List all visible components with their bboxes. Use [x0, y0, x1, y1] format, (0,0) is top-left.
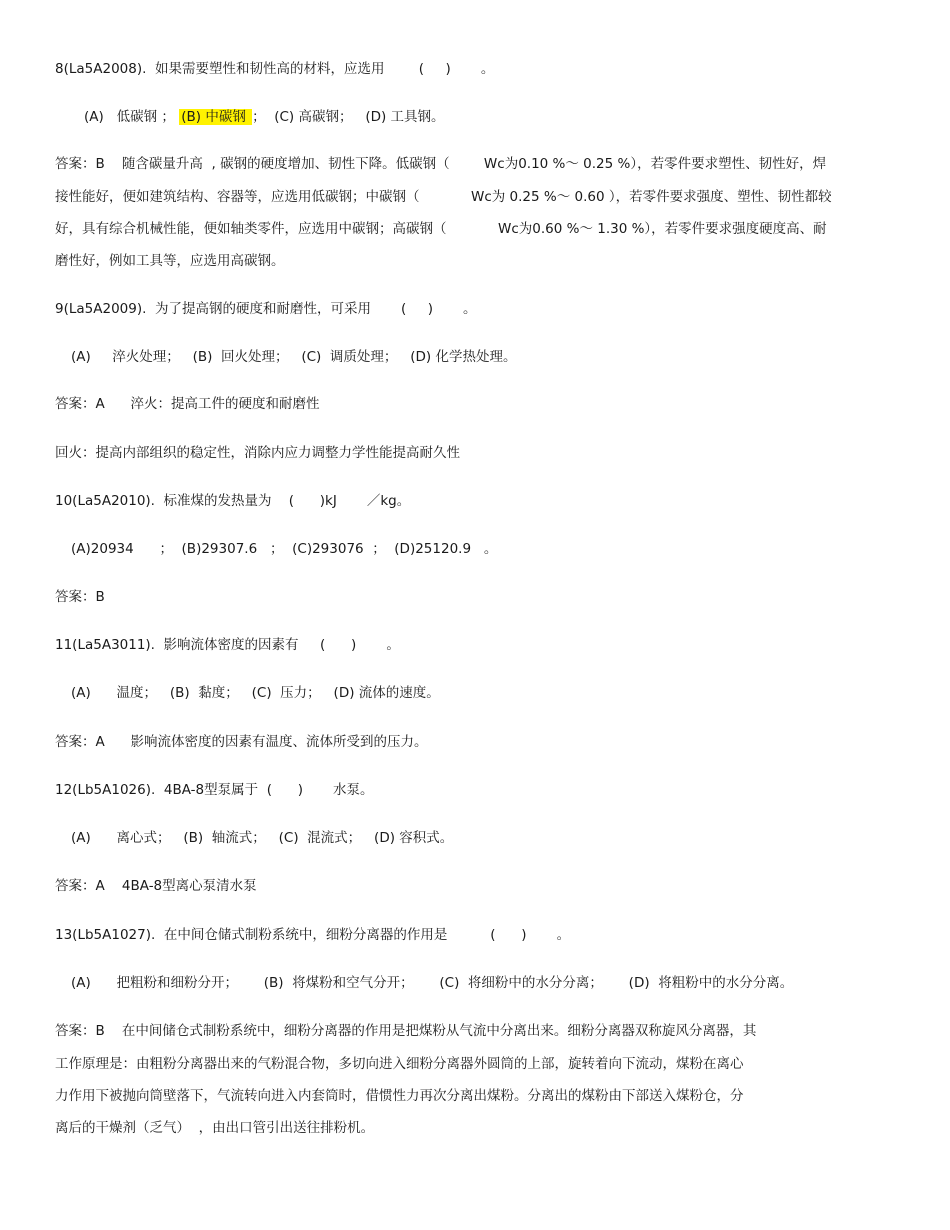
question-9: 9(La5A2009). 为了提高钢的硬度和耐磨性，可采用 ( ) 。 [55, 301, 477, 317]
answer-11: 答案：A 影响流体密度的因素有温度、流体所受到的压力。 [55, 734, 428, 750]
options-rest: ； (C) 高碳钢； (D) 工具钢。 [252, 109, 445, 125]
question-8: 8(La5A2008). 如果需要塑性和韧性高的材料，应选用 ( ) 。 [55, 61, 495, 77]
answer-8-line-3: 好，具有综合机械性能，便如轴类零件，应选用中碳钢；高碳钢（ Wc为0.60 %～ 1.30 %），若零件要求强度硬度高、耐 [55, 221, 827, 237]
option-a: (A) 低碳钢 ； [84, 109, 175, 125]
answer-13-line-3: 力作用下被抛向筒壁落下，气流转向进入内套筒时，借惯性力再次分离出煤粉。分离出的煤粉由下部送入煤粉仓，分 [55, 1088, 744, 1104]
question-12: 12(Lb5A1026). 4BA-8型泵属于 ( ) 水泵。 [55, 782, 374, 798]
answer-9-note: 回火：提高内部组织的稳定性，消除内应力调整力学性能提高耐久性 [55, 445, 460, 461]
highlighted-option-b: (B) 中碳钢 [181, 109, 251, 125]
answer-9: 答案：A 淬火：提高工件的硬度和耐磨性 [55, 396, 320, 412]
answer-13-line-4: 离后的干燥剂（乏气） ，由出口管引出送往排粉机。 [55, 1120, 375, 1136]
question-11: 11(La5A3011). 影响流体密度的因素有 ( ) 。 [55, 637, 400, 653]
question-8-options [84, 108, 445, 126]
answer-13-line-2: 工作原理是：由粗粉分离器出来的气粉混合物，多切向进入细粉分离器外圆筒的上部，旋转着向下流动，煤粉在离心 [55, 1056, 744, 1072]
answer-13-line-1: 答案：B 在中间储仓式制粉系统中，细粉分离器的作用是把煤粉从气流中分离出来。细粉分离器双称旋风分离器，其 [55, 1023, 757, 1039]
answer-8-line-1: 答案：B 随含碳量升高 , 碳钢的硬度增加、韧性下降。低碳钢（ Wc为0.10 %～ 0.25 %），若零件要求塑性、韧性好，焊 [55, 156, 827, 172]
question-12-options: (A) 离心式； (B) 轴流式； (C) 混流式； (D) 容积式。 [71, 830, 454, 846]
answer-10: 答案：B [55, 589, 105, 605]
question-9-options: (A) 淬火处理； (B) 回火处理； (C) 调质处理； (D) 化学热处理。 [71, 349, 517, 365]
question-10-options: (A)20934 ； (B)29307.6 ； (C)293076 ； (D)25120.9 。 [71, 541, 498, 557]
answer-8-line-4: 磨性好，例如工具等，应选用高碳钢。 [55, 253, 285, 269]
question-13-options: (A) 把粗粉和细粉分开； (B) 将煤粉和空气分开； (C) 将细粉中的水分分离； (D) 将粗粉中的水分分离。 [71, 975, 794, 991]
question-13: 13(Lb5A1027). 在中间仓储式制粉系统中，细粉分离器的作用是 ( ) 。 [55, 927, 571, 943]
answer-12: 答案：A 4BA-8型离心泵清水泵 [55, 878, 257, 894]
question-11-options: (A) 温度； (B) 黏度； (C) 压力； (D) 流体的速度。 [71, 685, 440, 701]
question-10: 10(La5A2010). 标准煤的发热量为 ( )kJ ／kg。 [55, 493, 411, 509]
answer-8-line-2: 接性能好，便如建筑结构、容器等，应选用低碳钢；中碳钢（ Wc为 0.25 %～ 0.60 ），若零件要求强度、塑性、韧性都较 [55, 189, 832, 205]
